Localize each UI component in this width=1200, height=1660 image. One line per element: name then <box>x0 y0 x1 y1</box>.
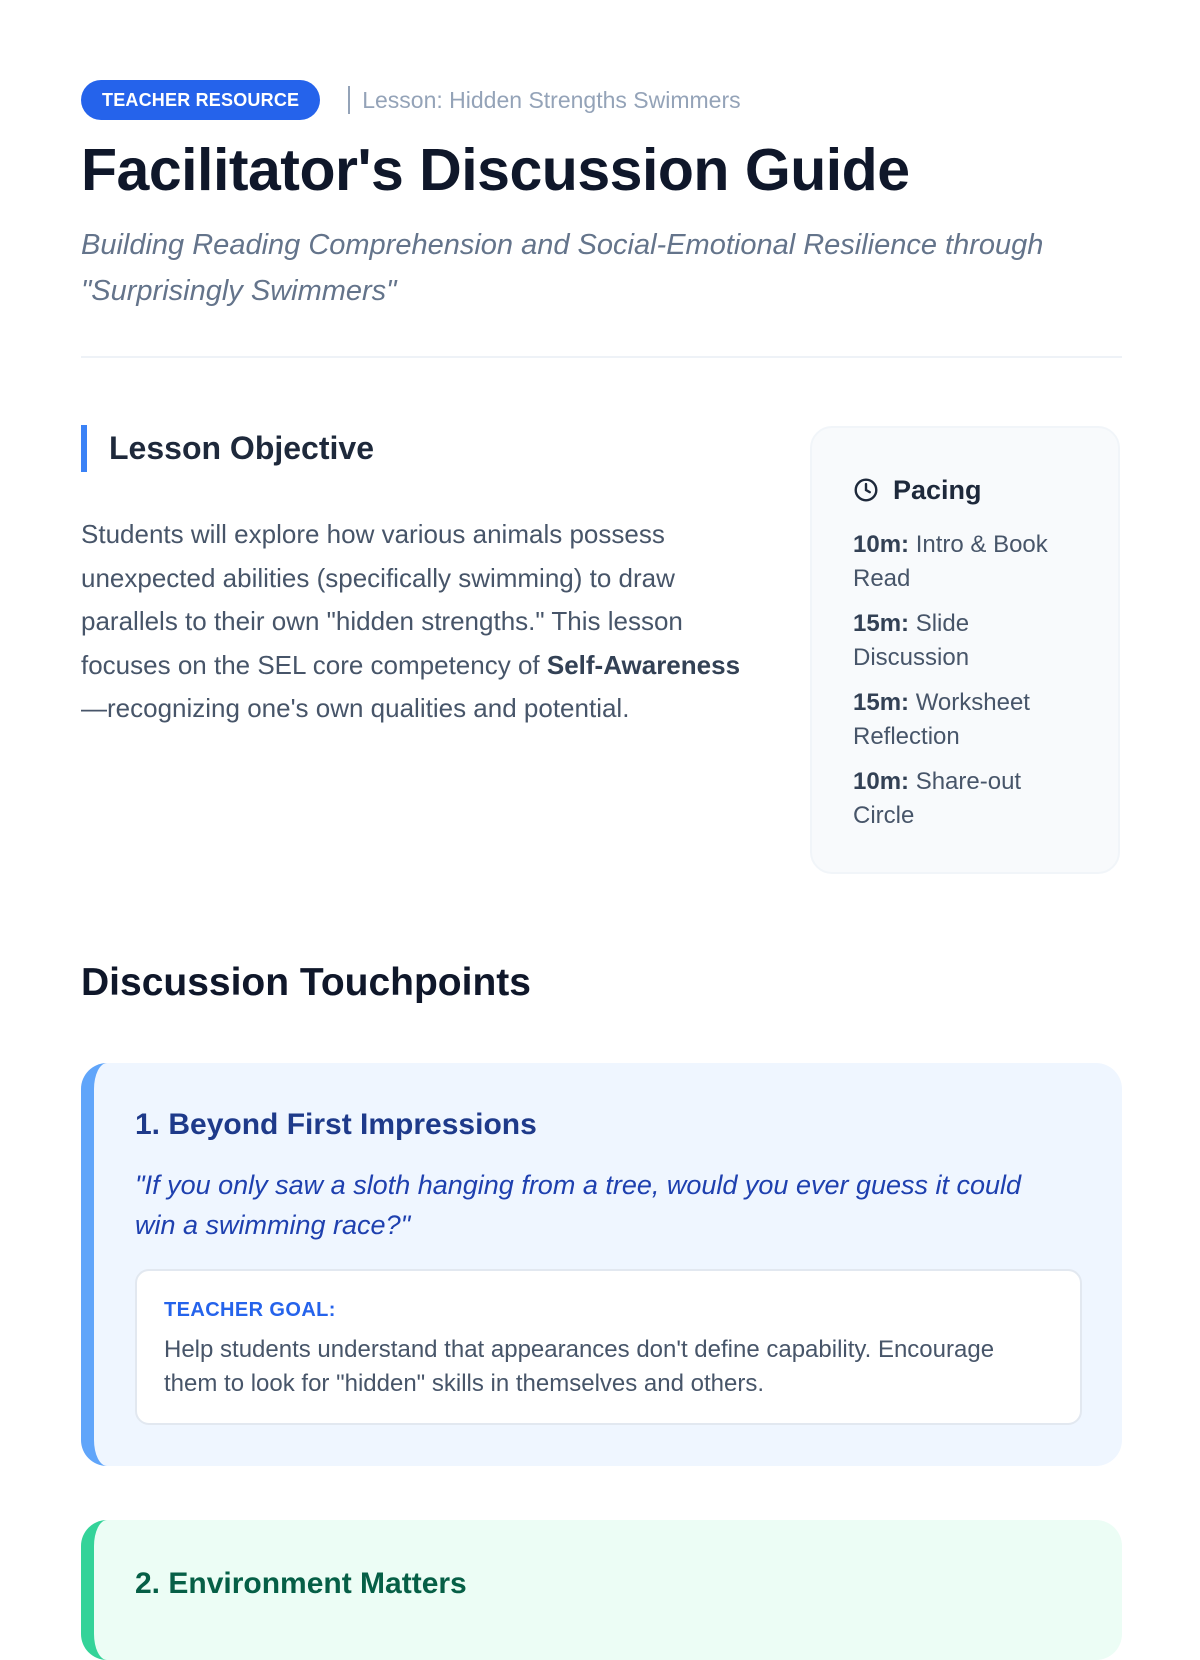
page-subtitle: Building Reading Comprehension and Social-Emotional Resilience through "Surprisingly Swimmers" <box>81 229 1044 307</box>
pacing-item-activity: Slide Discussion <box>853 610 970 671</box>
teacher-goal-box <box>135 1269 1082 1425</box>
pacing-heading-label: Pacing <box>893 474 982 505</box>
pacing-item-time: 10m: <box>853 531 910 558</box>
touchpoints-heading: Discussion Touchpoints <box>81 961 531 1004</box>
pacing-item-activity: Intro & Book Read <box>853 531 1048 592</box>
touchpoint-title: 2. Environment Matters <box>135 1567 467 1600</box>
pacing-item <box>853 686 1078 753</box>
teacher-resource-badge: TEACHER RESOURCE <box>81 80 320 120</box>
objective-heading: Lesson Objective <box>81 425 374 472</box>
teacher-goal-text: Help students understand that appearances don't define capability. Encourage them to look for "hidden" skills in themselves and others. <box>164 1336 995 1397</box>
pacing-item-time: 15m: <box>853 689 910 716</box>
touchpoint-card-1 <box>81 1063 1122 1466</box>
clock-icon <box>853 477 879 503</box>
pacing-panel <box>810 426 1120 874</box>
header-meta <box>81 80 741 120</box>
pacing-item <box>853 528 1078 595</box>
touchpoint-card-2 <box>81 1520 1122 1660</box>
pacing-item-time: 10m: <box>853 768 910 795</box>
lesson-reference: Lesson: Hidden Strengths Swimmers <box>348 86 740 114</box>
objective-text-bold: Self-Awareness <box>546 649 741 680</box>
pacing-item-activity: Worksheet Reflection <box>853 689 1030 750</box>
objective-text <box>81 513 761 731</box>
pacing-heading <box>853 472 1078 508</box>
teacher-goal-label: TEACHER GOAL: <box>164 1299 336 1321</box>
pacing-list <box>853 528 1078 832</box>
pacing-item-time: 15m: <box>853 610 910 637</box>
objective-text-after: —recognizing one's own qualities and potential. <box>81 693 630 723</box>
pacing-item <box>853 607 1078 674</box>
page-title: Facilitator's Discussion Guide <box>81 137 910 203</box>
touchpoint-title: 1. Beyond First Impressions <box>135 1108 537 1141</box>
pacing-item <box>853 765 1078 832</box>
pacing-item-activity: Share-out Circle <box>853 768 1022 829</box>
touchpoint-question: "If you only saw a sloth hanging from a tree, would you ever guess it could win a swimming race?" <box>135 1170 1022 1240</box>
header-divider <box>81 356 1122 358</box>
objective-text-before: Students will explore how various animals possess unexpected abilities (specifically swimming) to draw parallels to their own "hidden strengths." This lesson focuses on the SEL core competency of <box>81 519 683 680</box>
